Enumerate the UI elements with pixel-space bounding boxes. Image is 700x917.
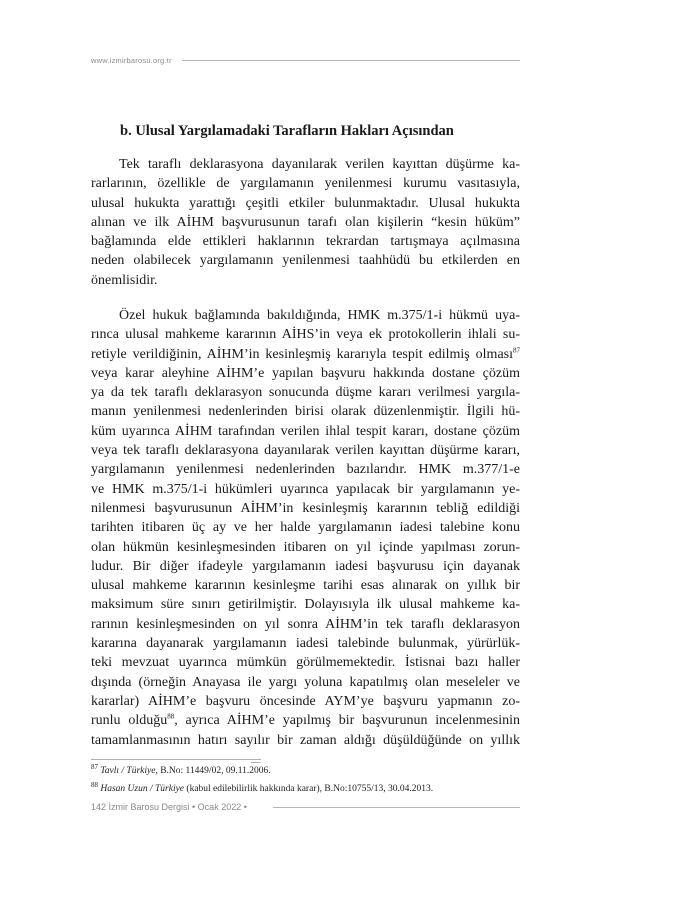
text-line: nilenmesi başvurusunun AİHM’in kesinleşmiş kararının tebliğ edildiği — [91, 500, 520, 516]
text-line: maksimum süre sınırı getirilmiştir. Dolayısıyla ilk ulusal mahkeme ka- — [91, 597, 520, 613]
header-rule — [182, 60, 520, 61]
text-line: tarihten itibaren üç ay ve her halde yargılamanın iadesi talebine konu — [91, 520, 520, 536]
text-line: ludur. Bir diğer ifadeyle yargılamanın iadesi başvurusu için dayanak — [91, 558, 520, 574]
text-line: rarlarının, özellikle de yargılamanın yenilenmesi kurumu vasıtasıyla, — [91, 176, 520, 192]
text-segment: runlu olduğu — [91, 713, 168, 729]
text-line: ulusal mahkeme kararının kesinleşme tarihi esas alınarak on yıllık bir — [91, 578, 520, 594]
footer-rule — [273, 807, 520, 808]
text-line: manın yenilenmesi nedenlerinden birisi olarak düzenlenmiştir. İlgili hü- — [91, 404, 520, 420]
footnote-87 — [91, 762, 271, 776]
text-segment: , ayrıca AİHM’e yapılmış bir başvurunun incelenmesinin — [174, 713, 520, 729]
text-line — [91, 345, 520, 364]
text-line: rarının kesinleşmesinden on yıl sonra AİHM’in tek taraflı deklarasyon — [91, 616, 520, 632]
footnote-number: 88 — [91, 780, 98, 789]
section-title: b. Ulusal Yargılamadaki Tarafların Hakları Açısından — [120, 123, 454, 139]
footnote-ref-88[interactable]: 88 — [167, 712, 175, 721]
footnote-number: 87 — [91, 762, 98, 771]
header-url: www.izmirbarosu.org.tr — [91, 56, 172, 65]
text-line: veya karar aleyhine AİHM’e yapılan başvuru hakkında dostane çözüm — [91, 365, 520, 381]
text-line: küm uyarınca AİHM tarafından verilen ihlal tespit kararı, dostane çözüm — [91, 423, 520, 439]
text-line: rınca ulusal mahkeme kararının AİHS’in veya ek protokollerin ihlali su- — [91, 327, 520, 343]
footnote-case-name: Hasan Uzun / Türkiye — [100, 784, 185, 794]
text-line: Özel hukuk bağlamında bakıldığında, HMK m.375/1-i hükmü uya- — [119, 308, 520, 323]
footnote-separator — [91, 759, 261, 760]
paragraph-2 — [91, 306, 520, 750]
paragraph-1 — [91, 155, 520, 290]
text-line: dışında (örneğin Anayasa ile yargı yoluna kapatılmış olan meseleler ve — [91, 674, 520, 690]
text-line: veya tek taraflı deklarasyona dayanılarak verilen kayıttan düşürme kararı, — [91, 443, 520, 459]
text-line: kararlar) AİHM’e başvuru öncesinde AYM’ye başvuru yapmanın zo- — [91, 693, 520, 709]
text-line: alınan ve ilk AİHM başvurusunun tarafı olan kişilerin “kesin hüküm” — [91, 214, 520, 230]
text-line: ve HMK m.375/1-i hükümleri uyarınca yapılacak bir yargılamanın ye- — [91, 481, 520, 497]
footnote-separator-tick — [250, 752, 269, 763]
footnote-case-name: Tavlı / Türkiye — [100, 766, 156, 776]
text-line: neden olabilecek yargılamanın yenilenmesi taahhüdü bu etkilerden en — [91, 253, 520, 269]
footnote-text: (kabul edilebilirlik hakkında karar), B.No:10755/13, 30.04.2013. — [184, 784, 434, 794]
text-line: önemlisidir. — [91, 272, 158, 288]
page-footer: 142 İzmir Barosu Dergisi • Ocak 2022 • — [91, 802, 247, 812]
text-line: ulusal hukukta yarattığı çeşitli etkiler bulunmaktadır. Ulusal hukukta — [91, 195, 520, 211]
text-line: teki mevzuat uyarınca mümkün görülmemektedir. İstisnai bazı haller — [91, 655, 520, 671]
footnote-88 — [91, 780, 434, 794]
text-line — [91, 711, 520, 730]
text-line: kararına dayanarak yargılamanın iadesi talebinde bulunmak, yürürlük- — [91, 636, 520, 652]
footnote-ref-87[interactable]: 87 — [513, 345, 520, 354]
text-line: tamamlanmasının hatırı sayılır bir zaman aldığı düşüldüğünde on yıllık — [91, 732, 520, 748]
text-segment: retiyle verildiğinin, AİHM’in kesinleşmiş kararıyla tespit edilmiş olması — [91, 346, 513, 362]
footnote-text: , B.No: 11449/02, 09.11.2006. — [155, 766, 271, 776]
text-line: yargılamanın yenilenmesi nedenlerinden bazılarıdır. HMK m.377/1-e — [91, 462, 520, 478]
text-line: Tek taraflı deklarasyona dayanılarak verilen kayıttan düşürme ka- — [119, 157, 520, 172]
text-line: bağlamında elde ettikleri haklarının tekrardan tartışmaya açılmasına — [91, 234, 520, 250]
text-line: ya da tek taraflı deklarasyon sonucunda düşme kararı verilmesi yargıla- — [91, 385, 520, 401]
text-line: olan hükmün kesinleşmesinden itibaren on yıl içinde yapılması zorun- — [91, 539, 520, 555]
